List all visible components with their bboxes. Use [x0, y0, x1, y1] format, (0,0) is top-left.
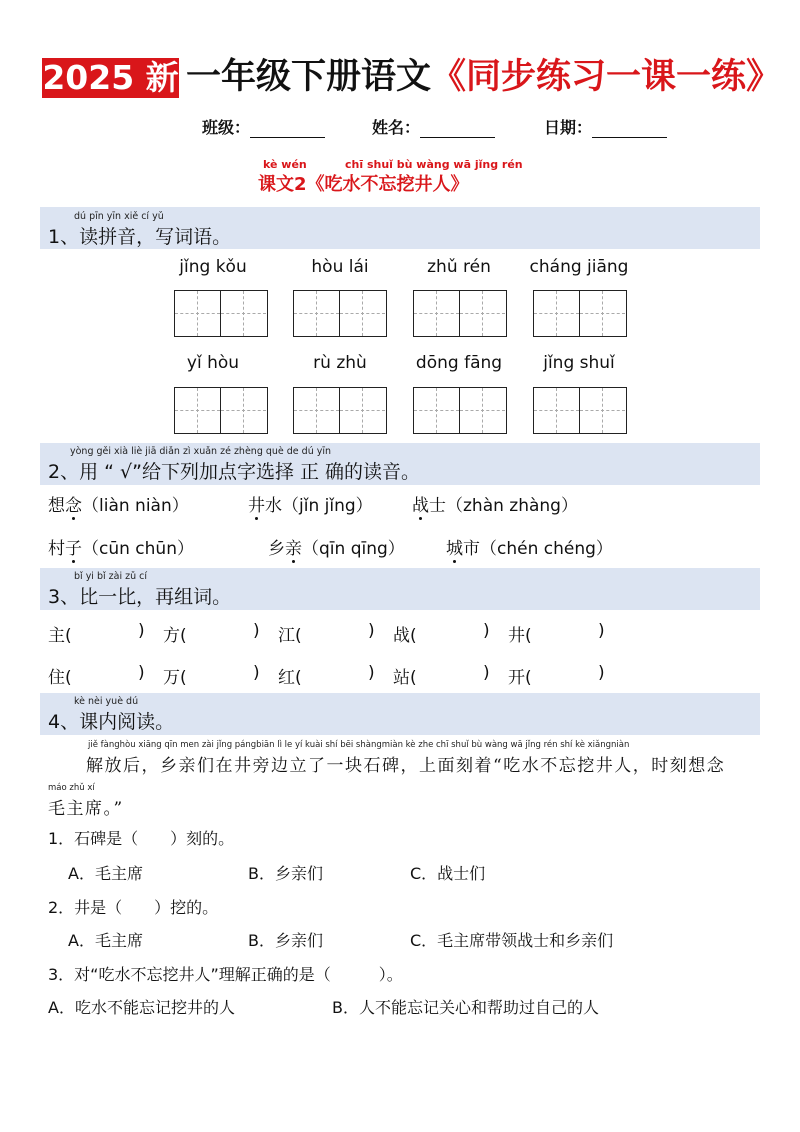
- compare-close: ): [368, 663, 375, 683]
- section-3-pinyin: bǐ yi bǐ zài zǔ cí: [74, 571, 148, 582]
- pinyin-word: zhǔ rén: [427, 257, 491, 277]
- pinyin-word: hòu lái: [311, 257, 369, 277]
- date-field: [544, 115, 667, 138]
- answer-option[interactable]: A．毛主席: [68, 931, 143, 950]
- compare-close: ): [368, 621, 375, 641]
- compare-close: ): [253, 663, 260, 683]
- compare-item[interactable]: 方(: [163, 626, 187, 646]
- date-label: 日期：: [544, 118, 593, 137]
- pronunciation-item: [412, 491, 578, 516]
- writing-box[interactable]: [174, 290, 268, 337]
- dotted-char: 城: [446, 534, 463, 559]
- section-1-pinyin: dú pīn yīn xiě cí yǔ: [74, 211, 164, 222]
- class-label: 班级：: [202, 118, 251, 137]
- compare-close: ): [598, 621, 605, 641]
- pinyin-options[interactable]: （liàn niàn）: [82, 496, 189, 516]
- question-text: 1．石碑是（ ）刻的。: [48, 829, 235, 848]
- pinyin-options[interactable]: （jǐn jǐng）: [282, 496, 373, 516]
- answer-option[interactable]: B．乡亲们: [248, 931, 323, 950]
- answer-option[interactable]: C．战士们: [410, 864, 486, 883]
- name-label: 姓名：: [372, 118, 421, 137]
- passage-line: 解放后，乡亲们在井旁边立了一块石碑，上面刻着“吃水不忘挖井人，时刻想念: [86, 756, 726, 776]
- compare-item[interactable]: 战(: [393, 626, 417, 646]
- page-title: [186, 55, 781, 99]
- word-part: 士: [429, 496, 446, 516]
- compare-item[interactable]: 主(: [48, 626, 72, 646]
- word-part: 乡: [268, 539, 285, 559]
- word-part: 水: [265, 496, 282, 516]
- dotted-char: 井: [248, 491, 265, 516]
- compare-close: ): [138, 663, 145, 683]
- compare-close: ): [483, 621, 490, 641]
- pronunciation-item: [48, 491, 189, 516]
- dotted-char: 战: [412, 491, 429, 516]
- class-blank[interactable]: [250, 121, 325, 138]
- compare-close: ): [598, 663, 605, 683]
- pinyin-word: jǐng kǒu: [179, 257, 247, 277]
- section-3-title: 3、比一比，再组词。: [48, 586, 232, 608]
- year-badge: 2025 新: [42, 58, 179, 97]
- pinyin-options[interactable]: （cūn chūn）: [82, 539, 194, 559]
- section-4-title: 4、课内阅读。: [48, 711, 175, 733]
- writing-box[interactable]: [533, 387, 627, 434]
- writing-box[interactable]: [413, 387, 507, 434]
- pinyin-word: rù zhù: [313, 353, 367, 373]
- pronunciation-item: [48, 534, 194, 559]
- answer-option[interactable]: C．毛主席带领战士和乡亲们: [410, 931, 614, 950]
- pinyin-word: dōng fāng: [415, 353, 503, 373]
- section-1-title: 1、读拼音，写词语。: [48, 226, 232, 248]
- date-blank[interactable]: [592, 121, 667, 138]
- pinyin-word: yǐ hòu: [186, 353, 240, 373]
- name-blank[interactable]: [420, 121, 495, 138]
- writing-box[interactable]: [413, 290, 507, 337]
- pinyin-word: jǐng shuǐ: [543, 353, 615, 373]
- passage-pinyin: máo zhǔ xí: [48, 783, 95, 793]
- pronunciation-item: [446, 534, 613, 559]
- compare-item[interactable]: 红(: [278, 668, 302, 688]
- compare-item[interactable]: 站(: [393, 668, 417, 688]
- pinyin-options[interactable]: （zhàn zhàng）: [446, 496, 578, 516]
- answer-option[interactable]: B．人不能忘记关心和帮助过自己的人: [332, 998, 599, 1017]
- writing-box[interactable]: [533, 290, 627, 337]
- name-field: [372, 115, 495, 138]
- dotted-char: 子: [65, 534, 82, 559]
- compare-item[interactable]: 开(: [508, 668, 532, 688]
- compare-item[interactable]: 住(: [48, 668, 72, 688]
- writing-box[interactable]: [293, 387, 387, 434]
- compare-item[interactable]: 江(: [278, 626, 302, 646]
- question-text: 2．井是（ ）挖的。: [48, 898, 219, 917]
- dotted-char: 亲: [285, 534, 302, 559]
- compare-close: ): [483, 663, 490, 683]
- word-part: 想: [48, 496, 65, 516]
- question-text: 3．对“吃水不忘挖井人”理解正确的是（ ）。: [48, 965, 403, 984]
- section-4-pinyin: kè nèi yuè dú: [74, 696, 139, 707]
- pinyin-options[interactable]: （chén chéng）: [480, 539, 613, 559]
- word-part: 村: [48, 539, 65, 559]
- pinyin-options[interactable]: （qīn qīng）: [302, 539, 405, 559]
- lesson-pinyin-kewen: kè wén: [263, 158, 307, 171]
- answer-option[interactable]: B．乡亲们: [248, 864, 323, 883]
- compare-close: ): [253, 621, 260, 641]
- dotted-char: 念: [65, 491, 82, 516]
- title-main: 一年级下册语文: [186, 57, 432, 97]
- passage-line: 毛主席。”: [48, 799, 124, 819]
- answer-option[interactable]: A．吃水不能忘记挖井的人: [48, 998, 235, 1017]
- pronunciation-item: [248, 491, 373, 516]
- writing-box[interactable]: [293, 290, 387, 337]
- compare-item[interactable]: 万(: [163, 668, 187, 688]
- compare-close: ): [138, 621, 145, 641]
- class-field: [202, 115, 325, 138]
- lesson-title: 课文2《吃水不忘挖井人》: [258, 174, 469, 195]
- section-2-title: 2、用 “ √”给下列加点字选择 正 确的读音。: [48, 461, 421, 483]
- section-2-pinyin: yòng gěi xià liè jiā diǎn zì xuǎn zé zhèng què de dú yīn: [70, 446, 332, 457]
- word-part: 市: [463, 539, 480, 559]
- lesson-pinyin-title: chī shuǐ bù wàng wā jǐng rén: [345, 158, 523, 171]
- title-series: 《同步练习一课一练》: [431, 57, 782, 97]
- pinyin-word: cháng jiāng: [529, 257, 629, 277]
- writing-box[interactable]: [174, 387, 268, 434]
- pronunciation-item: [268, 534, 405, 559]
- passage-pinyin: jiě fànghòu xiāng qīn men zài jǐng pángbiān lì le yí kuài shí bēi shàngmiàn kè zhe chī shuǐ bù wàng wā jǐng rén shí kè xiǎngniàn: [88, 740, 630, 750]
- compare-item[interactable]: 井(: [508, 626, 532, 646]
- answer-option[interactable]: A．毛主席: [68, 864, 143, 883]
